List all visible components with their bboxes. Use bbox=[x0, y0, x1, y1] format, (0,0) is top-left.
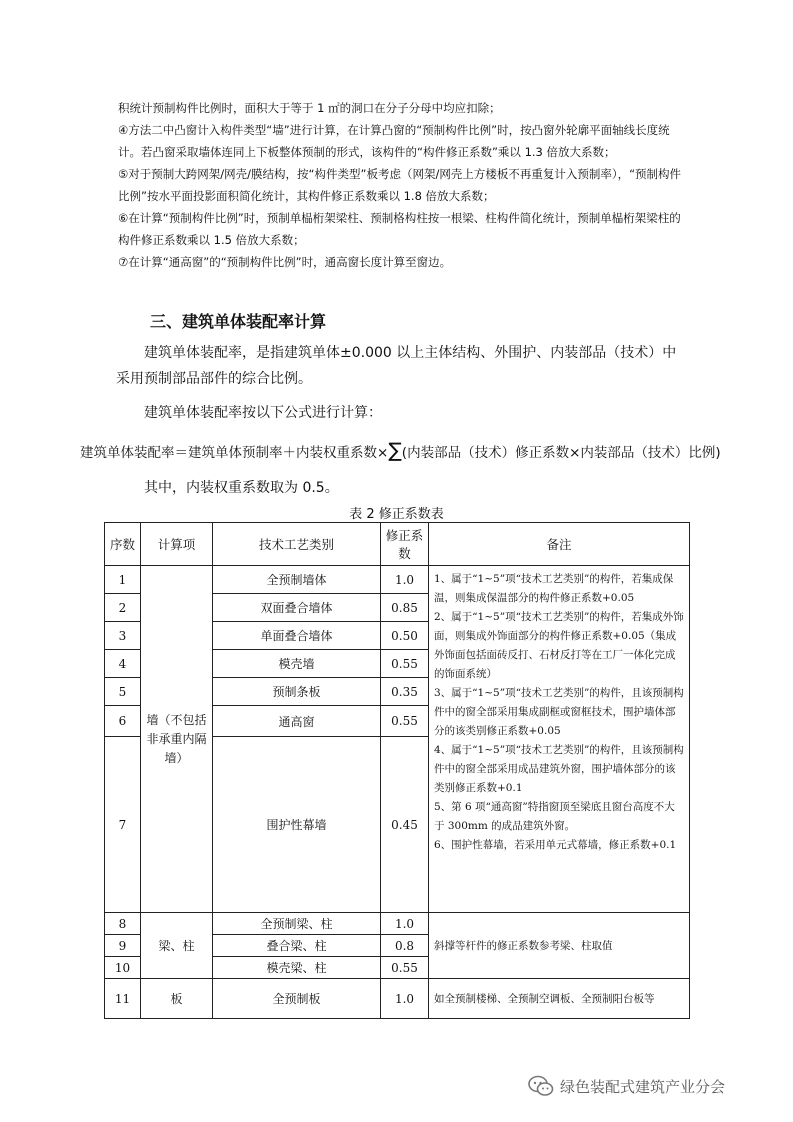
remark-line: 3、属于“1~5”项“技术工艺类别”的构件，且该预制构件中的窗全部采用集成副框或窗框技术，围护墙体部分的该类别修正系数+0.05 bbox=[434, 687, 684, 737]
remark-beam: 斜撑等杆件的修正系数参考梁、柱取值 bbox=[429, 913, 690, 979]
coef-cell: 1.0 bbox=[381, 979, 429, 1019]
watermark-text: 绿色装配式建筑产业分会 bbox=[560, 1077, 726, 1096]
table-row bbox=[105, 566, 690, 594]
tech-cell: 全预制板 bbox=[213, 979, 381, 1019]
seq-cell: 7 bbox=[105, 737, 141, 913]
note-line: 积统计预制构件比例时，面积大于等于 1 ㎡的洞口在分子分母中均应扣除； bbox=[118, 101, 501, 115]
table-caption: 表 2 修正系数表 bbox=[349, 507, 444, 522]
coef-cell: 0.35 bbox=[381, 678, 429, 706]
remark-slab: 如全预制楼梯、全预制空调板、全预制阳台板等 bbox=[429, 979, 690, 1019]
note-line: ⑥在计算“预制构件比例”时，预制单榀桁架梁柱、预制格构柱按一根梁、柱构件简化统计，预制单榀桁架梁柱的构件修正系数乘以 1.5 倍放大系数； bbox=[118, 211, 681, 247]
notes-block bbox=[118, 97, 688, 273]
coef-cell: 0.55 bbox=[381, 957, 429, 979]
tech-cell: 模壳墙 bbox=[213, 650, 381, 678]
coefficient-table bbox=[104, 522, 690, 1019]
seq-cell: 5 bbox=[105, 678, 141, 706]
tech-cell: 通高窗 bbox=[213, 706, 381, 737]
group-wall: 墙（不包括非承重内隔墙） bbox=[141, 566, 213, 913]
seq-cell: 1 bbox=[105, 566, 141, 594]
seq-cell: 6 bbox=[105, 706, 141, 737]
note-line: ⑦在计算“通高窗”的“预制构件比例”时，通高窗长度计算至窗边。 bbox=[118, 255, 452, 269]
table-header-row bbox=[105, 523, 690, 566]
coef-cell: 0.8 bbox=[381, 935, 429, 957]
tech-cell: 预制条板 bbox=[213, 678, 381, 706]
group-beam: 梁、柱 bbox=[141, 913, 213, 979]
seq-cell: 8 bbox=[105, 913, 141, 935]
watermark bbox=[528, 1075, 725, 1097]
tech-cell: 叠合梁、柱 bbox=[213, 935, 381, 957]
remark-line: 1、属于“1~5”项“技术工艺类别”的构件，若集成保温，则集成保温部分的构件修正系数+0.05 bbox=[434, 573, 674, 604]
para-weight: 其中，内装权重系数取为 0.5。 bbox=[144, 480, 339, 496]
seq-cell: 10 bbox=[105, 957, 141, 979]
header-coef: 修正系数 bbox=[381, 523, 429, 566]
seq-cell: 9 bbox=[105, 935, 141, 957]
tech-cell: 模壳梁、柱 bbox=[213, 957, 381, 979]
coef-cell: 0.55 bbox=[381, 650, 429, 678]
header-remark: 备注 bbox=[429, 523, 690, 566]
tech-cell: 双面叠合墙体 bbox=[213, 594, 381, 622]
group-slab: 板 bbox=[141, 979, 213, 1019]
seq-cell: 4 bbox=[105, 650, 141, 678]
tech-cell: 围护性幕墙 bbox=[213, 737, 381, 913]
header-tech: 技术工艺类别 bbox=[213, 523, 381, 566]
sum-symbol: ∑ bbox=[388, 438, 402, 462]
formula bbox=[80, 438, 721, 462]
formula-left: 建筑单体装配率＝建筑单体预制率＋内装权重系数× bbox=[80, 445, 389, 461]
header-item: 计算项 bbox=[141, 523, 213, 566]
remark-line: 2、属于“1~5”项“技术工艺类别”的构件，若集成外饰面，则集成外饰面部分的构件修正系数+0.05（集成外饰面包括面砖反打、石材反打等在工厂一体化完成的饰面系统） bbox=[434, 611, 684, 680]
coef-cell: 0.85 bbox=[381, 594, 429, 622]
coef-cell: 0.50 bbox=[381, 622, 429, 650]
para-definition: 建筑单体装配率，是指建筑单体±0.000 以上主体结构、外围护、内装部品（技术）中采用预制部品部件的综合比例。 bbox=[116, 345, 677, 387]
tech-cell: 全预制墙体 bbox=[213, 566, 381, 594]
note-line: ⑤对于预制大跨网架/网壳/膜结构，按“构件类型”板考虑（网架/网壳上方楼板不再重复计入预制率），“预制构件比例”按水平面投影面积简化统计，其构件修正系数乘以 1.8 倍放大系数； bbox=[118, 167, 682, 203]
wechat-icon bbox=[528, 1075, 554, 1097]
header-seq: 序数 bbox=[105, 523, 141, 566]
coef-cell: 0.55 bbox=[381, 706, 429, 737]
remark-wall bbox=[429, 566, 690, 913]
table-row bbox=[105, 913, 690, 935]
remark-line: 4、属于“1~5”项“技术工艺类别”的构件，且该预制构件中的窗全部采用成品建筑外窗，围护墙体部分的该类别修正系数+0.1 bbox=[434, 744, 684, 794]
seq-cell: 11 bbox=[105, 979, 141, 1019]
coef-cell: 1.0 bbox=[381, 913, 429, 935]
remark-line: 6、围护性幕墙，若采用单元式幕墙，修正系数+0.1 bbox=[434, 839, 677, 851]
tech-cell: 单面叠合墙体 bbox=[213, 622, 381, 650]
formula-right: (内装部品（技术）修正系数×内装部品（技术）比例) bbox=[401, 445, 721, 461]
seq-cell: 3 bbox=[105, 622, 141, 650]
para-formula-intro: 建筑单体装配率按以下公式进行计算： bbox=[144, 405, 382, 421]
section-heading: 三、建筑单体装配率计算 bbox=[150, 312, 327, 331]
remark-line: 5、第 6 项“通高窗”特指窗顶至梁底且窗台高度不大于 300mm 的成品建筑外窗。 bbox=[434, 801, 675, 832]
note-line: ④方法二中凸窗计入构件类型“墙”进行计算，在计算凸窗的“预制构件比例”时，按凸窗外轮廓平面轴线长度统计。若凸窗采取墙体连同上下板整体预制的形式，该构件的“构件修正系数”乘以 1.3 倍放大系数； bbox=[118, 123, 670, 159]
coef-cell: 1.0 bbox=[381, 566, 429, 594]
table-row bbox=[105, 979, 690, 1019]
tech-cell: 全预制梁、柱 bbox=[213, 913, 381, 935]
coef-cell: 0.45 bbox=[381, 737, 429, 913]
seq-cell: 2 bbox=[105, 594, 141, 622]
